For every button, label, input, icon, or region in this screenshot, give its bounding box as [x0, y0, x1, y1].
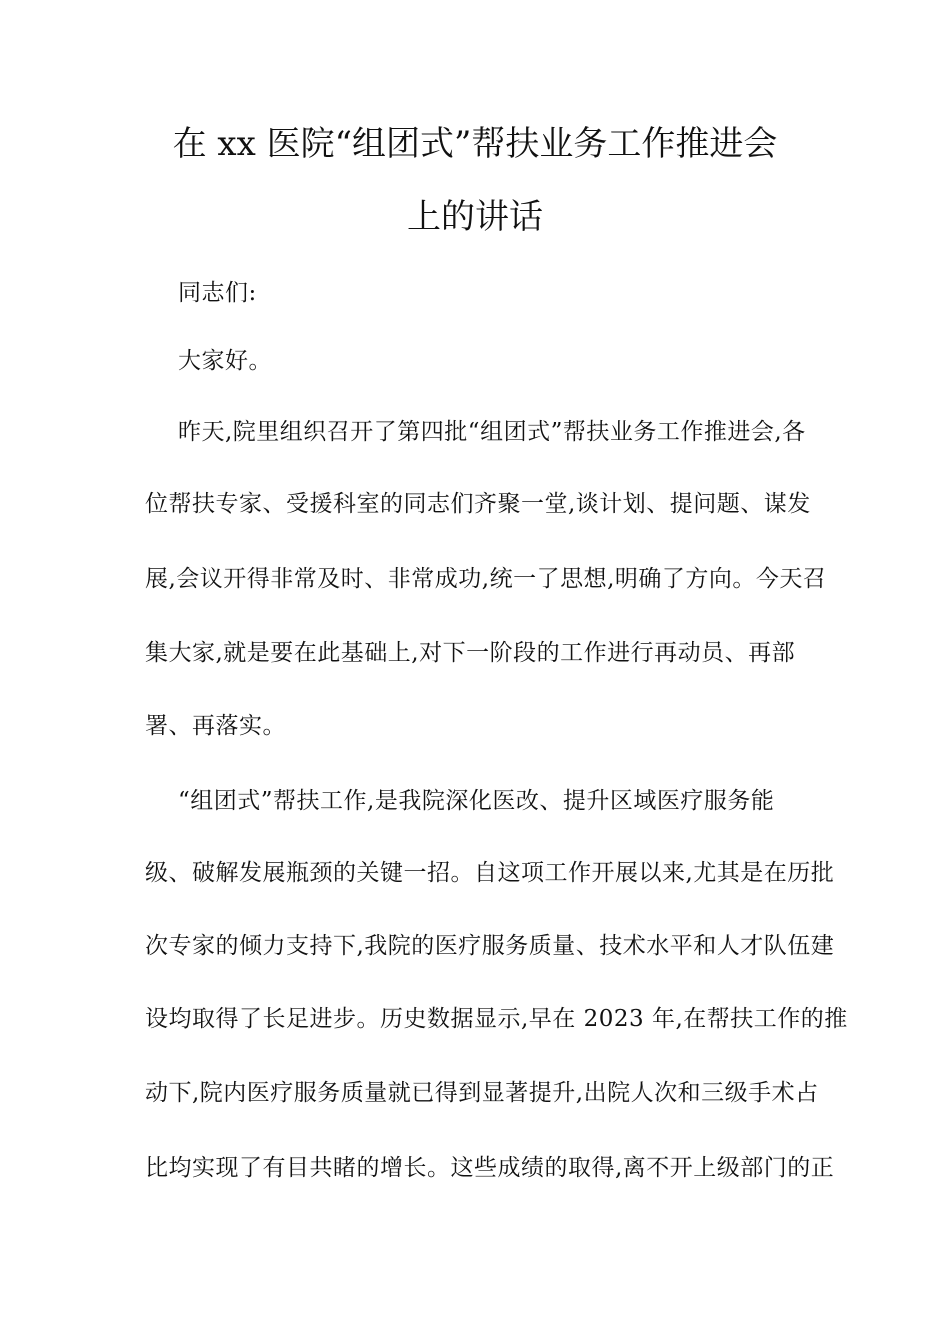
paragraph-line: 次专家的倾力支持下,我院的医疗服务质量、技术水平和人才队伍建 [145, 933, 835, 959]
paragraph-line: 位帮扶专家、受援科室的同志们齐聚一堂,谈计划、提问题、谋发 [145, 491, 811, 517]
document-title-line-2: 上的讲话 [407, 197, 543, 237]
paragraph-line: 展,会议开得非常及时、非常成功,统一了思想,明确了方向。今天召 [145, 566, 827, 592]
paragraph-line: “组团式”帮扶工作,是我院深化医改、提升区域医疗服务能 [178, 788, 775, 814]
paragraph-line: 动下,院内医疗服务质量就已得到显著提升,出院人次和三级手术占 [145, 1080, 819, 1106]
document-title-line-1: 在 xx 医院“组团式”帮扶业务工作推进会 [172, 124, 778, 164]
paragraph-line: 署、再落实。 [145, 713, 286, 739]
salutation: 同志们: [178, 280, 257, 306]
paragraph-line: 级、破解发展瓶颈的关键一招。自这项工作开展以来,尤其是在历批 [145, 860, 835, 886]
paragraph-line: 昨天,院里组织召开了第四批“组团式”帮扶业务工作推进会,各 [178, 419, 806, 445]
paragraph-line: 集大家,就是要在此基础上,对下一阶段的工作进行再动员、再部 [145, 640, 796, 666]
paragraph-line: 设均取得了长足进步。历史数据显示,早在 2023 年,在帮扶工作的推 [145, 1006, 848, 1032]
greeting: 大家好。 [178, 348, 272, 374]
paragraph-line: 比均实现了有目共睹的增长。这些成绩的取得,离不开上级部门的正 [145, 1155, 835, 1181]
